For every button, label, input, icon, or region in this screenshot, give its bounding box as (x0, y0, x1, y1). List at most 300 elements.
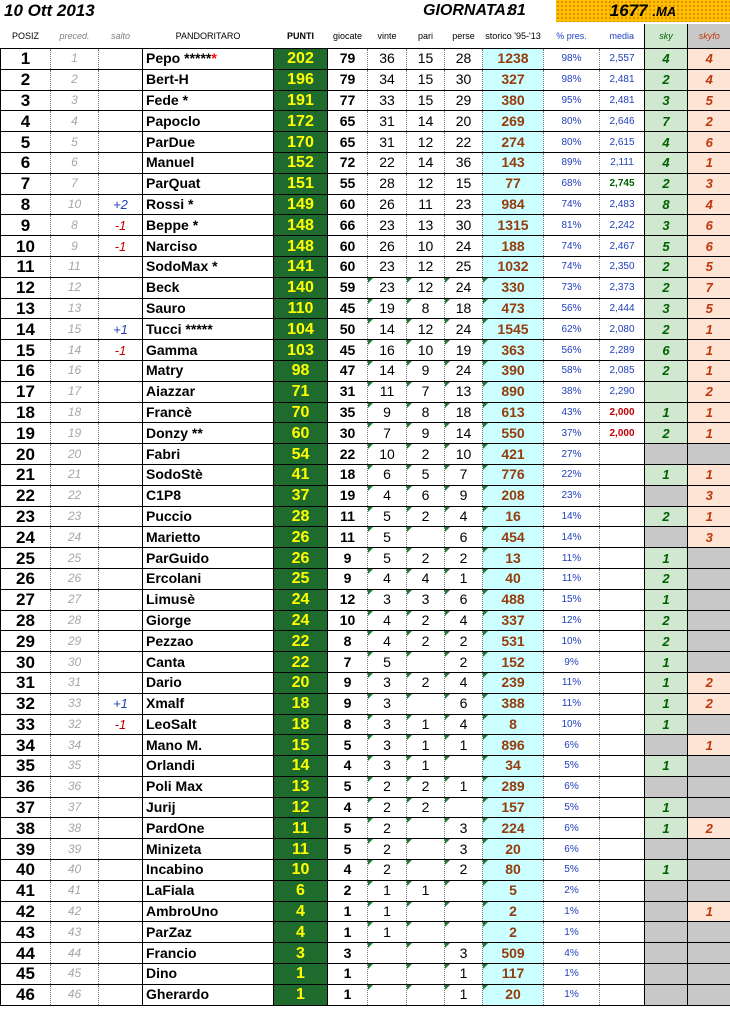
cell-pres: 5% (544, 797, 600, 818)
cell-punti: 151 (274, 173, 328, 194)
table-row (1, 901, 730, 922)
player-stars: * (188, 195, 194, 212)
player-name: Marietto (146, 528, 201, 545)
cell-sky (645, 735, 688, 756)
cell-vinte: 16 (368, 340, 407, 361)
cell-pres: 56% (544, 298, 600, 319)
cell-perse: 6 (445, 527, 483, 548)
cell-giocate: 2 (328, 880, 368, 901)
cell-posiz: 34 (1, 735, 51, 756)
cell-media: 2,646 (600, 111, 645, 132)
cell-preced: 23 (51, 506, 99, 527)
cell-perse: 23 (445, 194, 483, 215)
cell-pandoritaro (143, 464, 274, 485)
cell-posiz: 23 (1, 506, 51, 527)
cell-pandoritaro (143, 901, 274, 922)
cell-vinte: 23 (368, 256, 407, 277)
cell-pres: 23% (544, 485, 600, 506)
col-perse: perse (445, 24, 483, 49)
cell-salto (99, 901, 143, 922)
cell-pandoritaro (143, 943, 274, 964)
table-row (1, 485, 730, 506)
cell-salto (99, 49, 143, 70)
cell-posiz: 5 (1, 132, 51, 153)
cell-pandoritaro (143, 132, 274, 153)
table-row (1, 194, 730, 215)
cell-posiz: 17 (1, 381, 51, 402)
cell-media (600, 818, 645, 839)
cell-media: 2,373 (600, 277, 645, 298)
cell-pres: 1% (544, 922, 600, 943)
cell-sky: 1 (645, 693, 688, 714)
cell-punti: 22 (274, 652, 328, 673)
cell-sky: 1 (645, 714, 688, 735)
cell-vinte: 3 (368, 693, 407, 714)
cell-salto (99, 485, 143, 506)
cell-vinte (368, 984, 407, 1005)
cell-punti: 148 (274, 236, 328, 257)
cell-pres: 81% (544, 215, 600, 236)
cell-salto (99, 256, 143, 277)
cell-pari: 10 (407, 236, 445, 257)
cell-punti: 28 (274, 506, 328, 527)
player-name: Aiazzar (146, 383, 196, 400)
cell-pres: 27% (544, 444, 600, 465)
col-sky: sky (645, 24, 688, 49)
cell-media (600, 880, 645, 901)
cell-giocate: 10 (328, 610, 368, 631)
cell-preced: 43 (51, 922, 99, 943)
cell-pres: 2% (544, 880, 600, 901)
table-row (1, 90, 730, 111)
player-name: Puccio (146, 507, 192, 524)
cell-perse: 1 (445, 984, 483, 1005)
cell-punti: 148 (274, 215, 328, 236)
cell-giocate: 5 (328, 776, 368, 797)
player-name: Xmalf (146, 695, 185, 712)
cell-salto (99, 69, 143, 90)
cell-posiz: 35 (1, 756, 51, 777)
cell-media: 2,242 (600, 215, 645, 236)
cell-pandoritaro (143, 277, 274, 298)
player-name: Giorge (146, 611, 192, 628)
cell-perse (445, 880, 483, 901)
cell-skyfo (688, 444, 730, 465)
cell-storico: 327 (483, 69, 544, 90)
cell-perse: 6 (445, 693, 483, 714)
cell-pandoritaro (143, 236, 274, 257)
player-stars: * (182, 91, 189, 108)
cell-skyfo: 3 (688, 527, 730, 548)
player-name: Pezzao (146, 632, 194, 649)
cell-pari: 2 (407, 776, 445, 797)
cell-giocate: 1 (328, 984, 368, 1005)
cell-giocate: 79 (328, 69, 368, 90)
cell-posiz: 15 (1, 340, 51, 361)
table-row (1, 527, 730, 548)
table-row (1, 860, 730, 881)
cell-pari: 2 (407, 672, 445, 693)
cell-vinte: 3 (368, 735, 407, 756)
cell-pari: 12 (407, 132, 445, 153)
cell-perse: 1 (445, 735, 483, 756)
cell-vinte: 14 (368, 360, 407, 381)
cell-giocate: 11 (328, 527, 368, 548)
cell-pres: 10% (544, 631, 600, 652)
cell-giocate: 1 (328, 922, 368, 943)
cell-punti: 10 (274, 860, 328, 881)
cell-preced: 31 (51, 672, 99, 693)
cell-vinte: 23 (368, 277, 407, 298)
cell-giocate: 59 (328, 277, 368, 298)
cell-posiz: 39 (1, 839, 51, 860)
col-posiz: POSIZ (1, 24, 51, 49)
cell-vinte: 36 (368, 49, 407, 70)
cell-pres: 1% (544, 964, 600, 985)
cell-pandoritaro (143, 485, 274, 506)
cell-pari: 2 (407, 444, 445, 465)
cell-pres: 10% (544, 714, 600, 735)
player-name: LeoSalt (146, 715, 197, 732)
cell-storico: 363 (483, 340, 544, 361)
cell-punti: 196 (274, 69, 328, 90)
cell-media (600, 964, 645, 985)
cell-storico: 531 (483, 631, 544, 652)
cell-pres: 4% (544, 943, 600, 964)
player-name: Francè (146, 403, 192, 420)
cell-punti: 26 (274, 527, 328, 548)
cell-pandoritaro (143, 756, 274, 777)
cell-skyfo: 5 (688, 90, 730, 111)
player-name: Fede (146, 91, 179, 108)
cell-salto (99, 568, 143, 589)
table-header-row (1, 24, 730, 49)
cell-salto (99, 922, 143, 943)
table-row (1, 298, 730, 319)
cell-preced: 11 (51, 256, 99, 277)
cell-vinte: 2 (368, 860, 407, 881)
cell-skyfo: 2 (688, 672, 730, 693)
cell-pres: 6% (544, 839, 600, 860)
cell-perse: 4 (445, 506, 483, 527)
cell-pandoritaro (143, 49, 274, 70)
cell-salto (99, 797, 143, 818)
cell-vinte: 26 (368, 236, 407, 257)
cell-vinte: 14 (368, 319, 407, 340)
cell-posiz: 28 (1, 610, 51, 631)
cell-pari (407, 693, 445, 714)
cell-preced: 18 (51, 402, 99, 423)
table-row (1, 444, 730, 465)
cell-pandoritaro (143, 527, 274, 548)
cell-punti: 24 (274, 589, 328, 610)
cell-pari (407, 860, 445, 881)
cell-media: 2,467 (600, 236, 645, 257)
cell-giocate: 1 (328, 901, 368, 922)
cell-giocate: 8 (328, 631, 368, 652)
cell-preced: 42 (51, 901, 99, 922)
player-name: Incabino (146, 861, 204, 878)
cell-media (600, 506, 645, 527)
cell-vinte: 7 (368, 423, 407, 444)
cell-pari (407, 984, 445, 1005)
cell-preced: 35 (51, 756, 99, 777)
cell-punti: 4 (274, 922, 328, 943)
cell-skyfo (688, 943, 730, 964)
table-row (1, 381, 730, 402)
cell-preced: 16 (51, 360, 99, 381)
cell-storico: 80 (483, 860, 544, 881)
cell-vinte: 5 (368, 527, 407, 548)
cell-storico: 337 (483, 610, 544, 631)
table-row (1, 610, 730, 631)
cell-perse: 30 (445, 69, 483, 90)
cell-pres: 74% (544, 236, 600, 257)
cell-salto (99, 277, 143, 298)
cell-media: 2,350 (600, 256, 645, 277)
cell-pari: 2 (407, 797, 445, 818)
cell-storico: 454 (483, 527, 544, 548)
player-name: Dino (146, 965, 178, 982)
cell-media: 2,000 (600, 423, 645, 444)
cell-posiz: 14 (1, 319, 51, 340)
cell-perse: 24 (445, 319, 483, 340)
cell-pari: 6 (407, 485, 445, 506)
cell-punti: 25 (274, 568, 328, 589)
cell-skyfo: 2 (688, 818, 730, 839)
cell-giocate: 45 (328, 340, 368, 361)
cell-posiz: 13 (1, 298, 51, 319)
cell-punti: 11 (274, 818, 328, 839)
cell-salto: -1 (99, 215, 143, 236)
table-row (1, 839, 730, 860)
cell-skyfo: 1 (688, 319, 730, 340)
cell-giocate: 60 (328, 194, 368, 215)
cell-storico: 388 (483, 693, 544, 714)
cell-vinte: 3 (368, 714, 407, 735)
table-row (1, 943, 730, 964)
cell-sky (645, 776, 688, 797)
cell-sky: 1 (645, 797, 688, 818)
cell-vinte: 23 (368, 215, 407, 236)
cell-vinte: 2 (368, 818, 407, 839)
cell-posiz: 16 (1, 360, 51, 381)
cell-preced: 9 (51, 236, 99, 257)
cell-media: 2,745 (600, 173, 645, 194)
cell-posiz: 31 (1, 672, 51, 693)
cell-salto (99, 672, 143, 693)
cell-pandoritaro (143, 69, 274, 90)
ma-value: 1677 (609, 1, 648, 20)
player-stars: ** (191, 424, 203, 441)
cell-perse (445, 756, 483, 777)
cell-salto (99, 652, 143, 673)
cell-storico: 380 (483, 90, 544, 111)
table-row (1, 340, 730, 361)
player-name: PardOne (146, 819, 205, 836)
cell-skyfo (688, 589, 730, 610)
player-name: Jurij (146, 799, 176, 816)
cell-pari: 7 (407, 381, 445, 402)
cell-pres: 6% (544, 818, 600, 839)
cell-giocate: 18 (328, 464, 368, 485)
cell-giocate: 4 (328, 756, 368, 777)
cell-pandoritaro (143, 215, 274, 236)
cell-posiz: 19 (1, 423, 51, 444)
table-row (1, 818, 730, 839)
cell-pari: 1 (407, 880, 445, 901)
ranking-table (0, 24, 730, 1006)
cell-salto: -1 (99, 236, 143, 257)
table-body (1, 49, 730, 1006)
cell-pandoritaro (143, 152, 274, 173)
cell-perse: 20 (445, 111, 483, 132)
table-row (1, 423, 730, 444)
table-row (1, 360, 730, 381)
cell-pari (407, 652, 445, 673)
cell-skyfo: 1 (688, 360, 730, 381)
player-name: AmbroUno (146, 903, 219, 920)
cell-skyfo: 4 (688, 69, 730, 90)
cell-pari: 14 (407, 152, 445, 173)
cell-giocate: 9 (328, 672, 368, 693)
cell-sky: 7 (645, 111, 688, 132)
cell-punti: 202 (274, 49, 328, 70)
cell-perse: 4 (445, 714, 483, 735)
cell-perse: 3 (445, 839, 483, 860)
cell-pres: 9% (544, 652, 600, 673)
cell-media: 2,080 (600, 319, 645, 340)
player-name: Limusè (146, 591, 196, 608)
cell-vinte (368, 964, 407, 985)
cell-storico: 289 (483, 776, 544, 797)
cell-media (600, 672, 645, 693)
cell-skyfo: 6 (688, 236, 730, 257)
cell-pari: 9 (407, 360, 445, 381)
cell-preced: 36 (51, 776, 99, 797)
cell-storico: 1238 (483, 49, 544, 70)
cell-perse: 14 (445, 423, 483, 444)
cell-sky: 2 (645, 173, 688, 194)
cell-posiz: 12 (1, 277, 51, 298)
cell-salto (99, 548, 143, 569)
cell-pres: 6% (544, 735, 600, 756)
cell-pandoritaro (143, 922, 274, 943)
player-name: Fabri (146, 445, 181, 462)
cell-pari: 1 (407, 756, 445, 777)
cell-pres: 95% (544, 90, 600, 111)
cell-vinte: 3 (368, 756, 407, 777)
cell-storico: 224 (483, 818, 544, 839)
cell-preced: 4 (51, 111, 99, 132)
table-row (1, 215, 730, 236)
cell-pari: 2 (407, 506, 445, 527)
cell-pres: 1% (544, 901, 600, 922)
cell-storico: 34 (483, 756, 544, 777)
table-row (1, 672, 730, 693)
table-row (1, 236, 730, 257)
cell-media (600, 776, 645, 797)
cell-sky: 8 (645, 194, 688, 215)
cell-punti: 191 (274, 90, 328, 111)
cell-vinte: 1 (368, 901, 407, 922)
table-row (1, 111, 730, 132)
cell-preced: 2 (51, 69, 99, 90)
cell-giocate: 55 (328, 173, 368, 194)
cell-posiz: 8 (1, 194, 51, 215)
cell-sky: 1 (645, 756, 688, 777)
cell-perse (445, 797, 483, 818)
table-row (1, 132, 730, 153)
table-row (1, 69, 730, 90)
cell-preced: 21 (51, 464, 99, 485)
cell-salto (99, 631, 143, 652)
cell-pandoritaro (143, 381, 274, 402)
cell-media: 2,085 (600, 360, 645, 381)
cell-giocate: 31 (328, 381, 368, 402)
cell-giocate: 45 (328, 298, 368, 319)
cell-pandoritaro (143, 423, 274, 444)
cell-sky: 1 (645, 672, 688, 693)
cell-pari: 12 (407, 319, 445, 340)
player-name: Beck (146, 279, 180, 296)
cell-pandoritaro (143, 256, 274, 277)
player-name: Poli Max (146, 778, 203, 795)
cell-preced: 13 (51, 298, 99, 319)
cell-vinte: 3 (368, 589, 407, 610)
cell-pandoritaro (143, 610, 274, 631)
cell-perse: 7 (445, 464, 483, 485)
player-name: Gamma (146, 341, 198, 358)
cell-salto (99, 756, 143, 777)
player-name: Ercolani (146, 570, 202, 587)
cell-pari: 1 (407, 714, 445, 735)
cell-punti: 18 (274, 693, 328, 714)
cell-pandoritaro (143, 402, 274, 423)
cell-pari: 14 (407, 111, 445, 132)
cell-pres: 80% (544, 111, 600, 132)
cell-punti: 18 (274, 714, 328, 735)
cell-salto (99, 506, 143, 527)
cell-punti: 1 (274, 964, 328, 985)
table-row (1, 756, 730, 777)
cell-giocate: 5 (328, 839, 368, 860)
col-vinte: vinte (368, 24, 407, 49)
cell-pres: 14% (544, 506, 600, 527)
cell-media (600, 464, 645, 485)
cell-pres: 22% (544, 464, 600, 485)
cell-sky: 1 (645, 860, 688, 881)
cell-salto (99, 589, 143, 610)
col-salto: salto (99, 24, 143, 49)
cell-media (600, 984, 645, 1005)
cell-media (600, 839, 645, 860)
cell-sky: 2 (645, 631, 688, 652)
table-row (1, 256, 730, 277)
cell-pari: 15 (407, 90, 445, 111)
cell-skyfo: 6 (688, 132, 730, 153)
cell-pandoritaro (143, 984, 274, 1005)
cell-media (600, 735, 645, 756)
cell-pari: 2 (407, 631, 445, 652)
cell-punti: 141 (274, 256, 328, 277)
cell-storico: 208 (483, 485, 544, 506)
cell-posiz: 29 (1, 631, 51, 652)
cell-posiz: 7 (1, 173, 51, 194)
cell-pari (407, 964, 445, 985)
cell-pres: 43% (544, 402, 600, 423)
table-row (1, 652, 730, 673)
